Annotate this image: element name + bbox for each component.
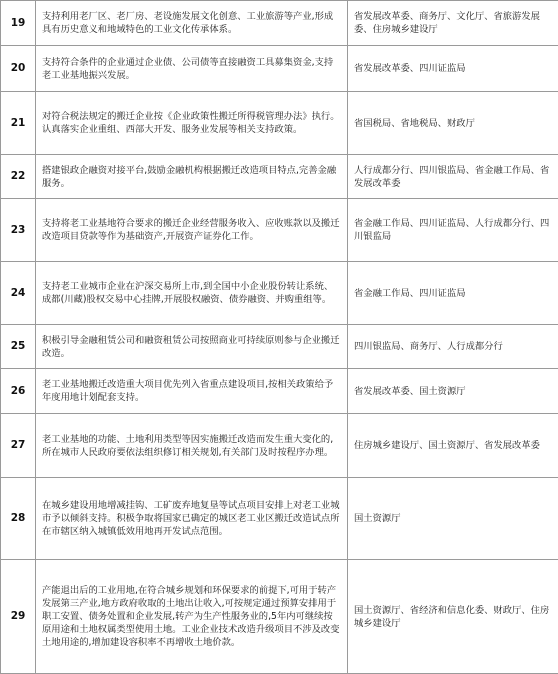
policy-measure: 支持将老工业基地符合要求的搬迁企业经营服务收入、应收账款以及搬迁改造项目贷款等作为基础资产,开展资产证券化工作。 — [36, 199, 348, 262]
responsible-departments: 人行成都分行、四川银监局、省金融工作局、省发展改革委 — [348, 155, 558, 199]
responsible-departments: 住房城乡建设厅、国土资源厅、省发展改革委 — [348, 414, 558, 478]
responsible-departments: 四川银监局、商务厅、人行成都分行 — [348, 325, 558, 369]
row-number: 28 — [1, 478, 36, 560]
table-row — [1, 262, 558, 325]
responsible-departments: 国土资源厅、省经济和信息化委、财政厅、住房城乡建设厅 — [348, 560, 558, 674]
responsible-departments: 省金融工作局、四川证监局 — [348, 262, 558, 325]
row-number: 22 — [1, 155, 36, 199]
policy-measure: 对符合税法规定的搬迁企业按《企业政策性搬迁所得税管理办法》执行。认真落实企业重组、西部大开发、服务业发展等相关支持政策。 — [36, 92, 348, 155]
table-row — [1, 199, 558, 262]
row-number: 19 — [1, 1, 36, 46]
row-number: 29 — [1, 560, 36, 674]
policy-measure: 支持符合条件的企业通过企业债、公司债等直接融资工具募集资金,支持老工业基地振兴发展。 — [36, 46, 348, 92]
table-row — [1, 155, 558, 199]
policy-measure: 在城乡建设用地增减挂钩、工矿废弃地复垦等试点项目安排上对老工业城市予以倾斜支持。积极争取将国家已确定的城区老工业区搬迁改造试点所在市辖区纳入城镇低效用地再开发试点范围。 — [36, 478, 348, 560]
responsible-departments: 国土资源厅 — [348, 478, 558, 560]
responsible-departments: 省金融工作局、四川证监局、人行成都分行、四川银监局 — [348, 199, 558, 262]
table-row — [1, 1, 558, 46]
table-row — [1, 560, 558, 674]
policy-measure: 产能退出后的工业用地,在符合城乡规划和环保要求的前提下,可用于转产发展第三产业,地方政府收取的土地出让收入,可按规定通过预算安排用于职工安置、债务处置和企业发展,转产为生产性服务业的,5年内可继续按原用途和土地权属类型使用土地。工业企业技术改造升级项目不涉及改变土地用途的,增加建设容积率不再增收土地价款。 — [36, 560, 348, 674]
table-row — [1, 478, 558, 560]
table-row — [1, 414, 558, 478]
table-row — [1, 92, 558, 155]
responsible-departments: 省发展改革委、商务厅、文化厅、省旅游发展委、住房城乡建设厅 — [348, 1, 558, 46]
row-number: 27 — [1, 414, 36, 478]
policy-measure: 老工业基地搬迁改造重大项目优先列入省重点建设项目,按相关政策给予年度用地计划配套支持。 — [36, 369, 348, 414]
responsible-departments: 省发展改革委、国土资源厅 — [348, 369, 558, 414]
table-row — [1, 369, 558, 414]
row-number: 21 — [1, 92, 36, 155]
policy-measure: 搭建银政企融资对接平台,鼓励金融机构根据搬迁改造项目特点,完善金融服务。 — [36, 155, 348, 199]
responsible-departments: 省发展改革委、四川证监局 — [348, 46, 558, 92]
policy-measure: 老工业基地的功能、土地利用类型等因实施搬迁改造而发生重大变化的,所在城市人民政府要依法组织修订相关规划,有关部门及时按程序办理。 — [36, 414, 348, 478]
policy-measure: 支持老工业城市企业在沪深交易所上市,到全国中小企业股份转让系统、成都(川藏)股权交易中心挂牌,开展股权融资、债券融资、并购重组等。 — [36, 262, 348, 325]
policy-measure: 支持利用老厂区、老厂房、老设施发展文化创意、工业旅游等产业,形成具有历史意义和地域特色的工业文化传承体系。 — [36, 1, 348, 46]
row-number: 24 — [1, 262, 36, 325]
policy-measure: 积极引导金融租赁公司和融资租赁公司按照商业可持续原则参与企业搬迁改造。 — [36, 325, 348, 369]
table-row — [1, 325, 558, 369]
responsible-departments: 省国税局、省地税局、财政厅 — [348, 92, 558, 155]
row-number: 26 — [1, 369, 36, 414]
row-number: 20 — [1, 46, 36, 92]
row-number: 25 — [1, 325, 36, 369]
table-row — [1, 46, 558, 92]
row-number: 23 — [1, 199, 36, 262]
